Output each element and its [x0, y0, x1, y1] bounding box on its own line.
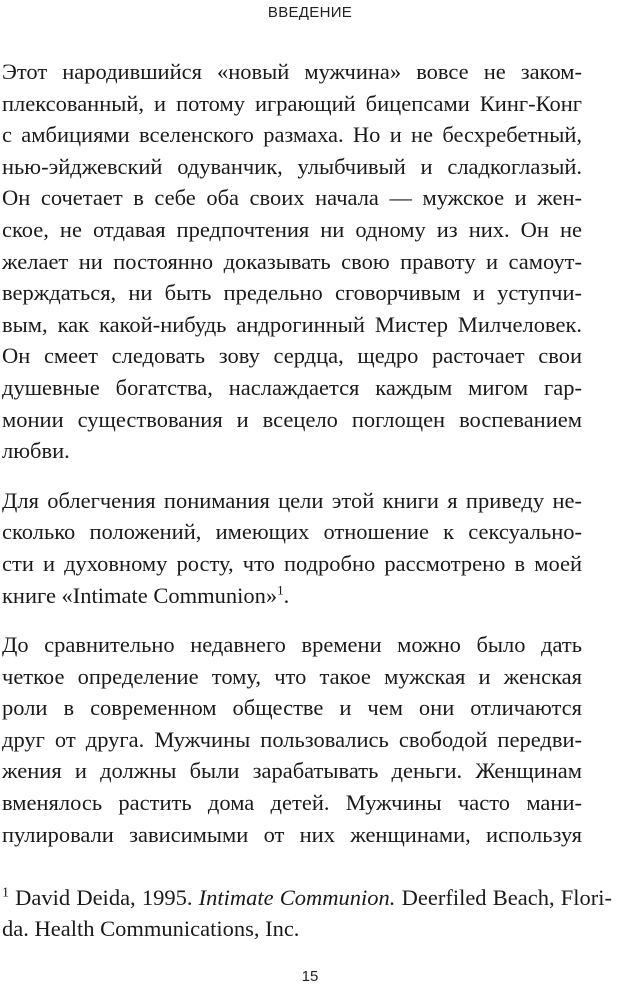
text-line: нью-эйджевский одуванчик, улыбчивый и сладкоглазый.	[2, 153, 582, 179]
footnote-text: David Deida, 1995.	[9, 885, 199, 910]
main-text	[2, 56, 582, 868]
text-line: сти и духовному росту, что подробно рассмотрено в моей	[2, 550, 582, 576]
text-line: друг от друга. Мужчины пользовались свободой передви-	[2, 726, 582, 752]
text-line: пулировали зависимыми от них женщинами, используя	[2, 821, 582, 847]
text-line: четкое определение тому, что такое мужская и женская	[2, 663, 582, 689]
page-number: 15	[301, 968, 319, 985]
text-line: сколько положений, имеющих отношение к сексуально-	[2, 519, 582, 545]
paragraph-1	[2, 56, 582, 467]
paragraph-2	[2, 485, 582, 611]
text-line: роли в современном обществе и чем они отличаются	[2, 695, 582, 721]
text-line: вым, как какой-нибудь андрогинный Мистер Милчеловек.	[2, 311, 582, 337]
footnote-line	[2, 882, 612, 913]
text-line: душевные богатства, наслаждается каждым мигом гар-	[2, 374, 582, 400]
paragraph-3	[2, 629, 582, 850]
text-line: плексованный, и потому играющий бицепсами Кинг-Конг	[2, 90, 582, 116]
running-head: ВВЕДЕНИЕ	[267, 4, 353, 21]
text-line: ское, не отдавая предпочтения ни одному из них. Он не	[2, 216, 582, 242]
footnote-book-title: Intimate Communion.	[198, 885, 396, 910]
footnote-reference[interactable]: 1	[277, 582, 284, 597]
text-line: желает ни постоянно доказывать свою правоту и самоут-	[2, 248, 582, 274]
footnote-line: da. Health Communications, Inc.	[2, 916, 300, 941]
text-line: верждаться, ни быть предельно сговорчивым и уступчи-	[2, 280, 582, 306]
text-line: монии существования и всецело поглощен воспеванием	[2, 406, 582, 432]
text-line-segment: книге «Intimate Communion»	[2, 582, 278, 608]
text-line: вменялось растить дома детей. Мужчины часто мани-	[2, 790, 582, 816]
text-line: жения и должны были зарабатывать деньги. Женщинам	[2, 758, 582, 784]
text-line: Этот народившийся «новый мужчина» вовсе не заком-	[2, 59, 582, 84]
footnote-area	[2, 882, 612, 944]
text-line: с амбициями вселенского размаха. Но и не бесхребетный,	[2, 122, 582, 148]
footnote-number: 1	[2, 885, 9, 901]
text-line: Он сочетает в себе оба своих начала — мужское и жен-	[2, 185, 582, 211]
text-line: Для облегчения понимания цели этой книги я приведу не-	[2, 487, 582, 513]
text-line-with-footnote	[2, 580, 582, 612]
text-line: До сравнительно недавнего времени можно было дать	[2, 632, 582, 658]
text-line: Он смеет следовать зову сердца, щедро расточает свои	[2, 343, 582, 369]
text-line: любви.	[2, 438, 70, 464]
sentence-end-punct: .	[283, 582, 290, 608]
footnote-text: Deerfiled Beach, Flori-	[395, 885, 612, 910]
